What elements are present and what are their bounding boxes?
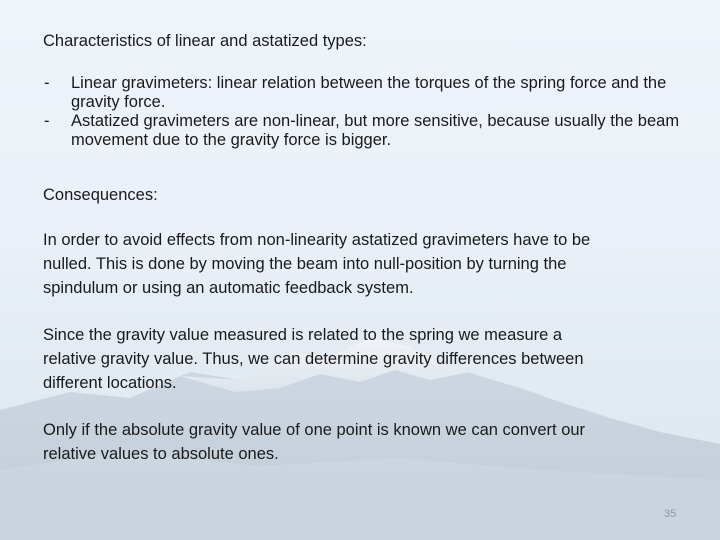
consequences-heading: Consequences: <box>43 186 158 204</box>
bullet-text: Linear gravimeters: linear relation between the torques of the spring force and the gravity force. <box>71 74 667 111</box>
paragraph-absolute-conversion: Only if the absolute gravity value of one point is known we can convert our relative values to absolute ones. <box>43 421 586 463</box>
list-item-linear <box>43 74 697 112</box>
list-item-astatized <box>43 112 697 150</box>
section-heading: Characteristics of linear and astatized types: <box>43 32 367 50</box>
paragraph-nulling: In order to avoid effects from non-linearity astatized gravimeters have to be nulled. This is done by moving the beam into null-position by turning the spindulum or using an automatic feedback system. <box>43 231 591 297</box>
slide-content <box>43 29 703 489</box>
bullet-text: Astatized gravimeters are non-linear, but more sensitive, because usually the beam movement due to the gravity force is bigger. <box>71 112 680 149</box>
bullet-marker: - <box>44 74 50 92</box>
paragraph-relative-gravity: Since the gravity value measured is related to the spring we measure a relative gravity value. Thus, we can determine gravity differences between different locations. <box>43 326 584 392</box>
page-number: 35 <box>664 508 677 520</box>
bullet-marker: - <box>44 112 50 130</box>
characteristics-list <box>43 74 703 150</box>
